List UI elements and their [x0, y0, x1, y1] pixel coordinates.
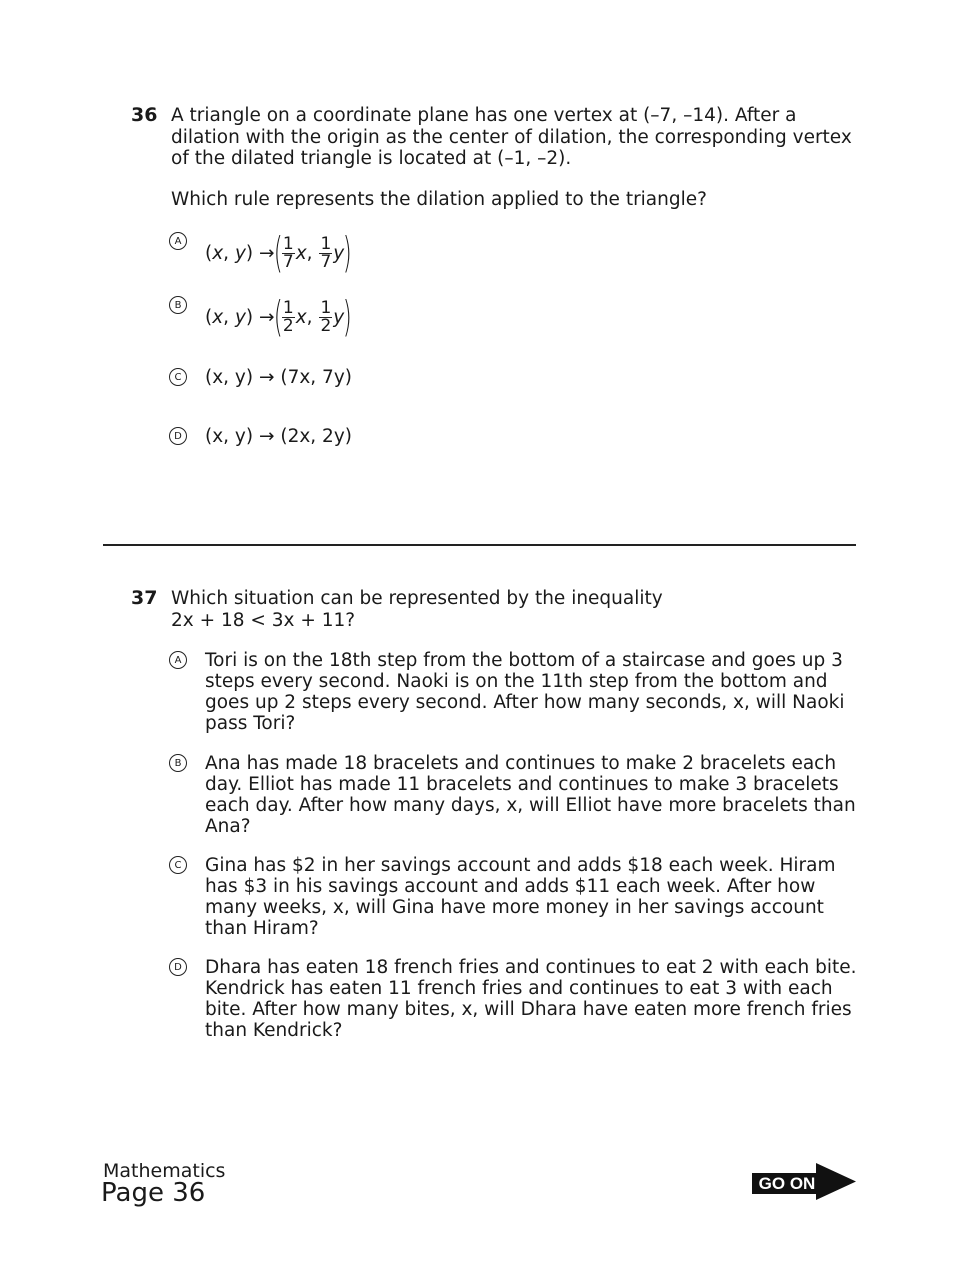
question-stem-line1: Which situation can be represented by the inequality: [171, 588, 663, 609]
option-bubble-a[interactable]: A: [169, 651, 187, 669]
question-number: 36: [131, 104, 158, 126]
question-number: 37: [131, 587, 158, 609]
option-a-text: Tori is on the 18th step from the bottom of a staircase and goes up 3 steps every second. Naoki is on the 11th step from the bottom and goes up 2 steps every second. After how many seconds, x, will Naoki pass Tori?: [205, 650, 845, 734]
option-bubble-c[interactable]: C: [169, 368, 187, 386]
question-stem-line2: 2x + 18 < 3x + 11?: [171, 609, 356, 631]
option-bubble-d[interactable]: D: [169, 427, 187, 445]
go-on-button[interactable]: [752, 1163, 857, 1200]
option-bubble-b[interactable]: B: [169, 296, 187, 314]
option-b-text: Ana has made 18 bracelets and continues to make 2 bracelets each day. Elliot has made 11 bracelets and continues to make 3 bracelets each day. After how many days, x, will Elliot have more bracelets than Ana?: [205, 753, 856, 837]
option-a[interactable]: [169, 228, 861, 277]
fraction: $\frac{1}{2}$: [282, 297, 294, 336]
question-stem: A triangle on a coordinate plane has one vertex at (–7, –14). After a dilation with the origin as the center of dilation, the corresponding vertex of the dilated triangle is located at (–1, –2).: [171, 105, 852, 169]
option-d[interactable]: [169, 957, 861, 1041]
question-36: [131, 104, 861, 447]
option-b[interactable]: [169, 292, 861, 341]
option-d-text: (x, y) → (2x, 2y): [205, 426, 352, 447]
option-c[interactable]: [169, 367, 861, 388]
option-bubble-b[interactable]: B: [169, 754, 187, 772]
option-d[interactable]: [169, 426, 861, 447]
option-bubble-c[interactable]: C: [169, 856, 187, 874]
option-a-lhs: (x, y) →: [205, 242, 275, 264]
page-number: Page 36: [101, 1178, 206, 1208]
fraction: $\frac{1}{7}$: [320, 233, 332, 272]
fraction: $\frac{1}{2}$: [320, 297, 332, 336]
option-a-text: (x, y) → ( $\frac{1}{7}$ x , $\frac{1}{7}$ y ): [205, 228, 352, 277]
option-b[interactable]: [169, 753, 861, 837]
question-prompt: Which rule represents the dilation applied to the triangle?: [171, 188, 707, 210]
fraction: $\frac{1}{7}$: [282, 233, 294, 272]
footer-subject: Mathematics: [103, 1160, 226, 1182]
option-c-text: (x, y) → (7x, 7y): [205, 367, 352, 388]
option-bubble-a[interactable]: A: [169, 232, 187, 250]
option-b-lhs: (x, y) →: [205, 306, 275, 328]
option-a[interactable]: [169, 650, 861, 734]
option-b-text: (x, y) → ( $\frac{1}{2}$ x , $\frac{1}{2}$ y ): [205, 292, 352, 341]
option-bubble-d[interactable]: D: [169, 958, 187, 976]
option-c-text: Gina has $2 in her savings account and adds $18 each week. Hiram has $3 in his savings account and adds $11 each week. After how many weeks, x, will Gina have more money in her savings account than Hiram?: [205, 855, 836, 939]
option-d-text: Dhara has eaten 18 french fries and continues to eat 2 with each bite. Kendrick has eaten 11 french fries and continues to eat 3 with each bite. After how many bites, x, will Dhara have eaten more french fries than Kendrick?: [205, 957, 857, 1041]
section-divider: [103, 544, 856, 546]
go-on-label: GO ON: [752, 1173, 822, 1194]
option-c[interactable]: [169, 855, 861, 939]
question-37: [131, 587, 861, 1041]
